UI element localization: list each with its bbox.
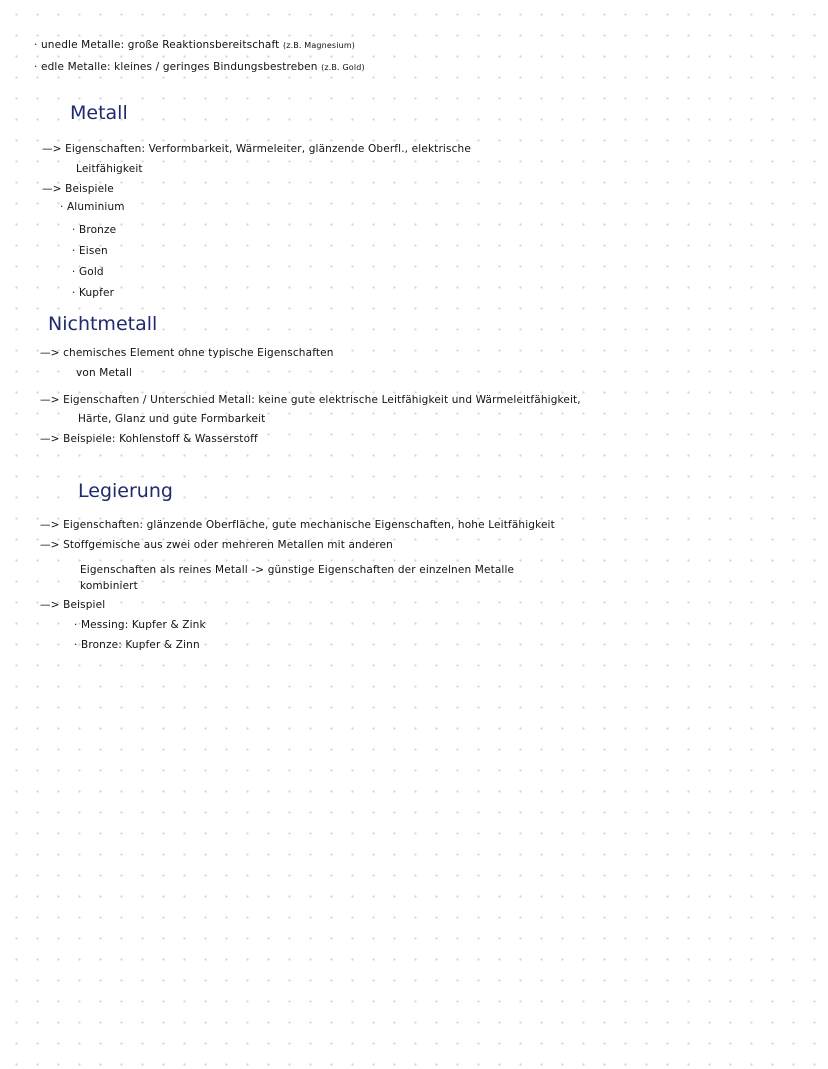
metall-eigenschaften-cont: Leitfähigkeit [76,163,143,175]
nichtmetall-unterschied-cont: Härte, Glanz und gute Formbarkeit [78,413,266,425]
metall-beispiel-item: · Eisen [72,245,108,257]
metall-beispiele-label: —> Beispiele [42,183,114,195]
legierung-beispiel-item: · Bronze: Kupfer & Zinn [74,639,200,651]
nichtmetall-unterschied: —> Eigenschaften / Unterschied Metall: keine gute elektrische Leitfähigkeit und Wärmeleitfähigkeit, [40,394,581,406]
metall-beispiel-item: · Bronze [72,224,117,236]
legierung-beispiel-label: —> Beispiel [40,599,106,611]
intro-line-unedle-metalle [34,38,355,53]
metall-beispiel-item: · Aluminium [60,201,125,213]
nichtmetall-definition: —> chemisches Element ohne typische Eigenschaften [40,347,334,359]
intro-unedle-note: (z.B. Magnesium) [282,41,356,50]
heading-legierung: Legierung [78,480,173,502]
intro-edle-text: · edle Metalle: kleines / geringes Bindungsbestreben [34,61,318,73]
nichtmetall-definition-cont: von Metall [76,367,133,379]
metall-eigenschaften: —> Eigenschaften: Verformbarkeit, Wärmeleiter, glänzende Oberfl., elektrische [42,143,471,155]
metall-beispiel-item: · Kupfer [72,287,115,299]
heading-metall: Metall [70,102,128,124]
legierung-stoffgemische-cont: Eigenschaften als reines Metall -> günstige Eigenschaften der einzelnen Metalle [80,564,515,576]
legierung-stoffgemische-cont2: kombiniert [80,580,138,592]
metall-beispiel-item: · Gold [72,266,104,278]
intro-edle-note: (z.B. Gold) [321,63,365,72]
legierung-stoffgemische: —> Stoffgemische aus zwei oder mehreren Metallen mit anderen [40,539,393,551]
intro-unedle-text: · unedle Metalle: große Reaktionsbereitschaft [34,39,280,51]
intro-line-edle-metalle [34,60,365,75]
legierung-beispiel-item: · Messing: Kupfer & Zink [74,619,206,631]
nichtmetall-beispiele: —> Beispiele: Kohlenstoff & Wasserstoff [40,433,258,445]
legierung-eigenschaften: —> Eigenschaften: glänzende Oberfläche, gute mechanische Eigenschaften, hohe Leitfähigkeit [40,519,555,531]
heading-nichtmetall: Nichtmetall [48,313,158,335]
